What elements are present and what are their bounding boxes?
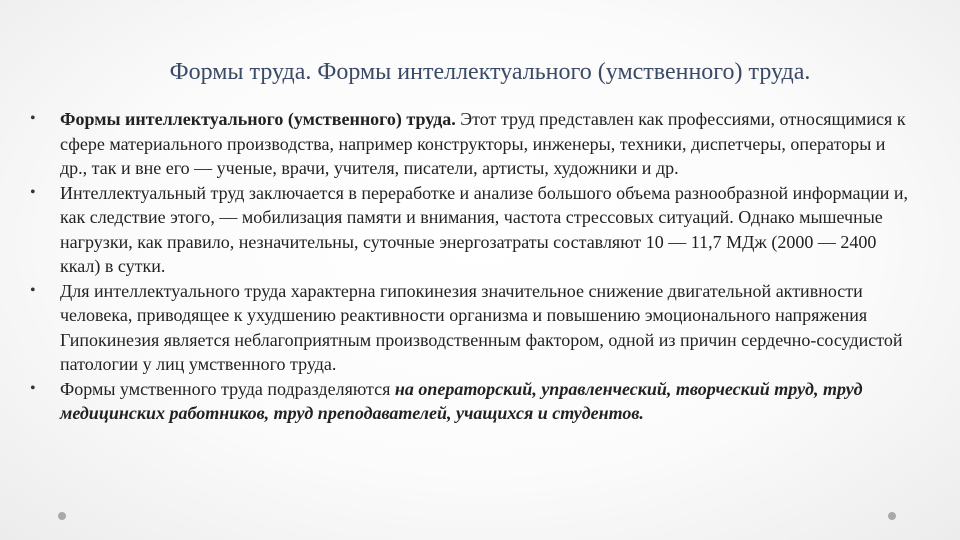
bullet-icon: •	[30, 183, 36, 201]
slide-title: Формы труда. Формы интеллектуального (умственного) труда.	[169, 59, 811, 85]
bullet-icon: •	[30, 379, 36, 397]
bullet-item-1	[30, 107, 910, 181]
bullet-2-text: Интеллектуальный труд заключается в переработке и анализе большого объема разнообразной информации и, как следствие этого, — мобилизация памяти и внимания, частота стрессовых ситуаций. Однако мышечные нагрузки, как правило, незначительны, суточные энергозатраты составляют 10 — 11,7 МДж (2000 — 2400 ккал) в сутки.	[60, 182, 909, 276]
bullet-icon: •	[30, 281, 36, 299]
bullet-4-bold-italic: на операторский, управленческий, творческий труд, труд медицинских работников, труд преподавателей, учащихся и студентов.	[60, 378, 863, 423]
decorative-dot-left	[58, 512, 66, 520]
bullet-item-3	[30, 279, 910, 377]
bullet-1-bold-lead: Формы интеллектуального (умственного) труда.	[60, 109, 456, 129]
bullet-list	[30, 107, 910, 426]
bullet-3-text: Для интеллектуального труда характерна гипокинезия значительное снижение двигательной активности человека, приводящее к ухудшению реактивности организма и повышению эмоционального напряжения Гипокинезия является неблагоприятным производственным фактором, одной из причин сердечно-сосудистой патологии у лиц умственного труда.	[60, 280, 903, 374]
bullet-icon: •	[30, 110, 36, 127]
bullet-4-text: Формы умственного труда подразделяются	[60, 378, 395, 399]
bullet-item-4	[30, 377, 910, 426]
bullet-item-2	[30, 181, 910, 279]
bullet-1-text: Этот труд представлен как профессиями, относящимися к сфере материального производства, например конструкторы, инженеры, техники, диспетчеры, операторы и др., так и вне его — ученые, врачи, учителя, писатели, артисты, художники и др.	[60, 109, 906, 178]
decorative-dot-right	[888, 512, 896, 520]
